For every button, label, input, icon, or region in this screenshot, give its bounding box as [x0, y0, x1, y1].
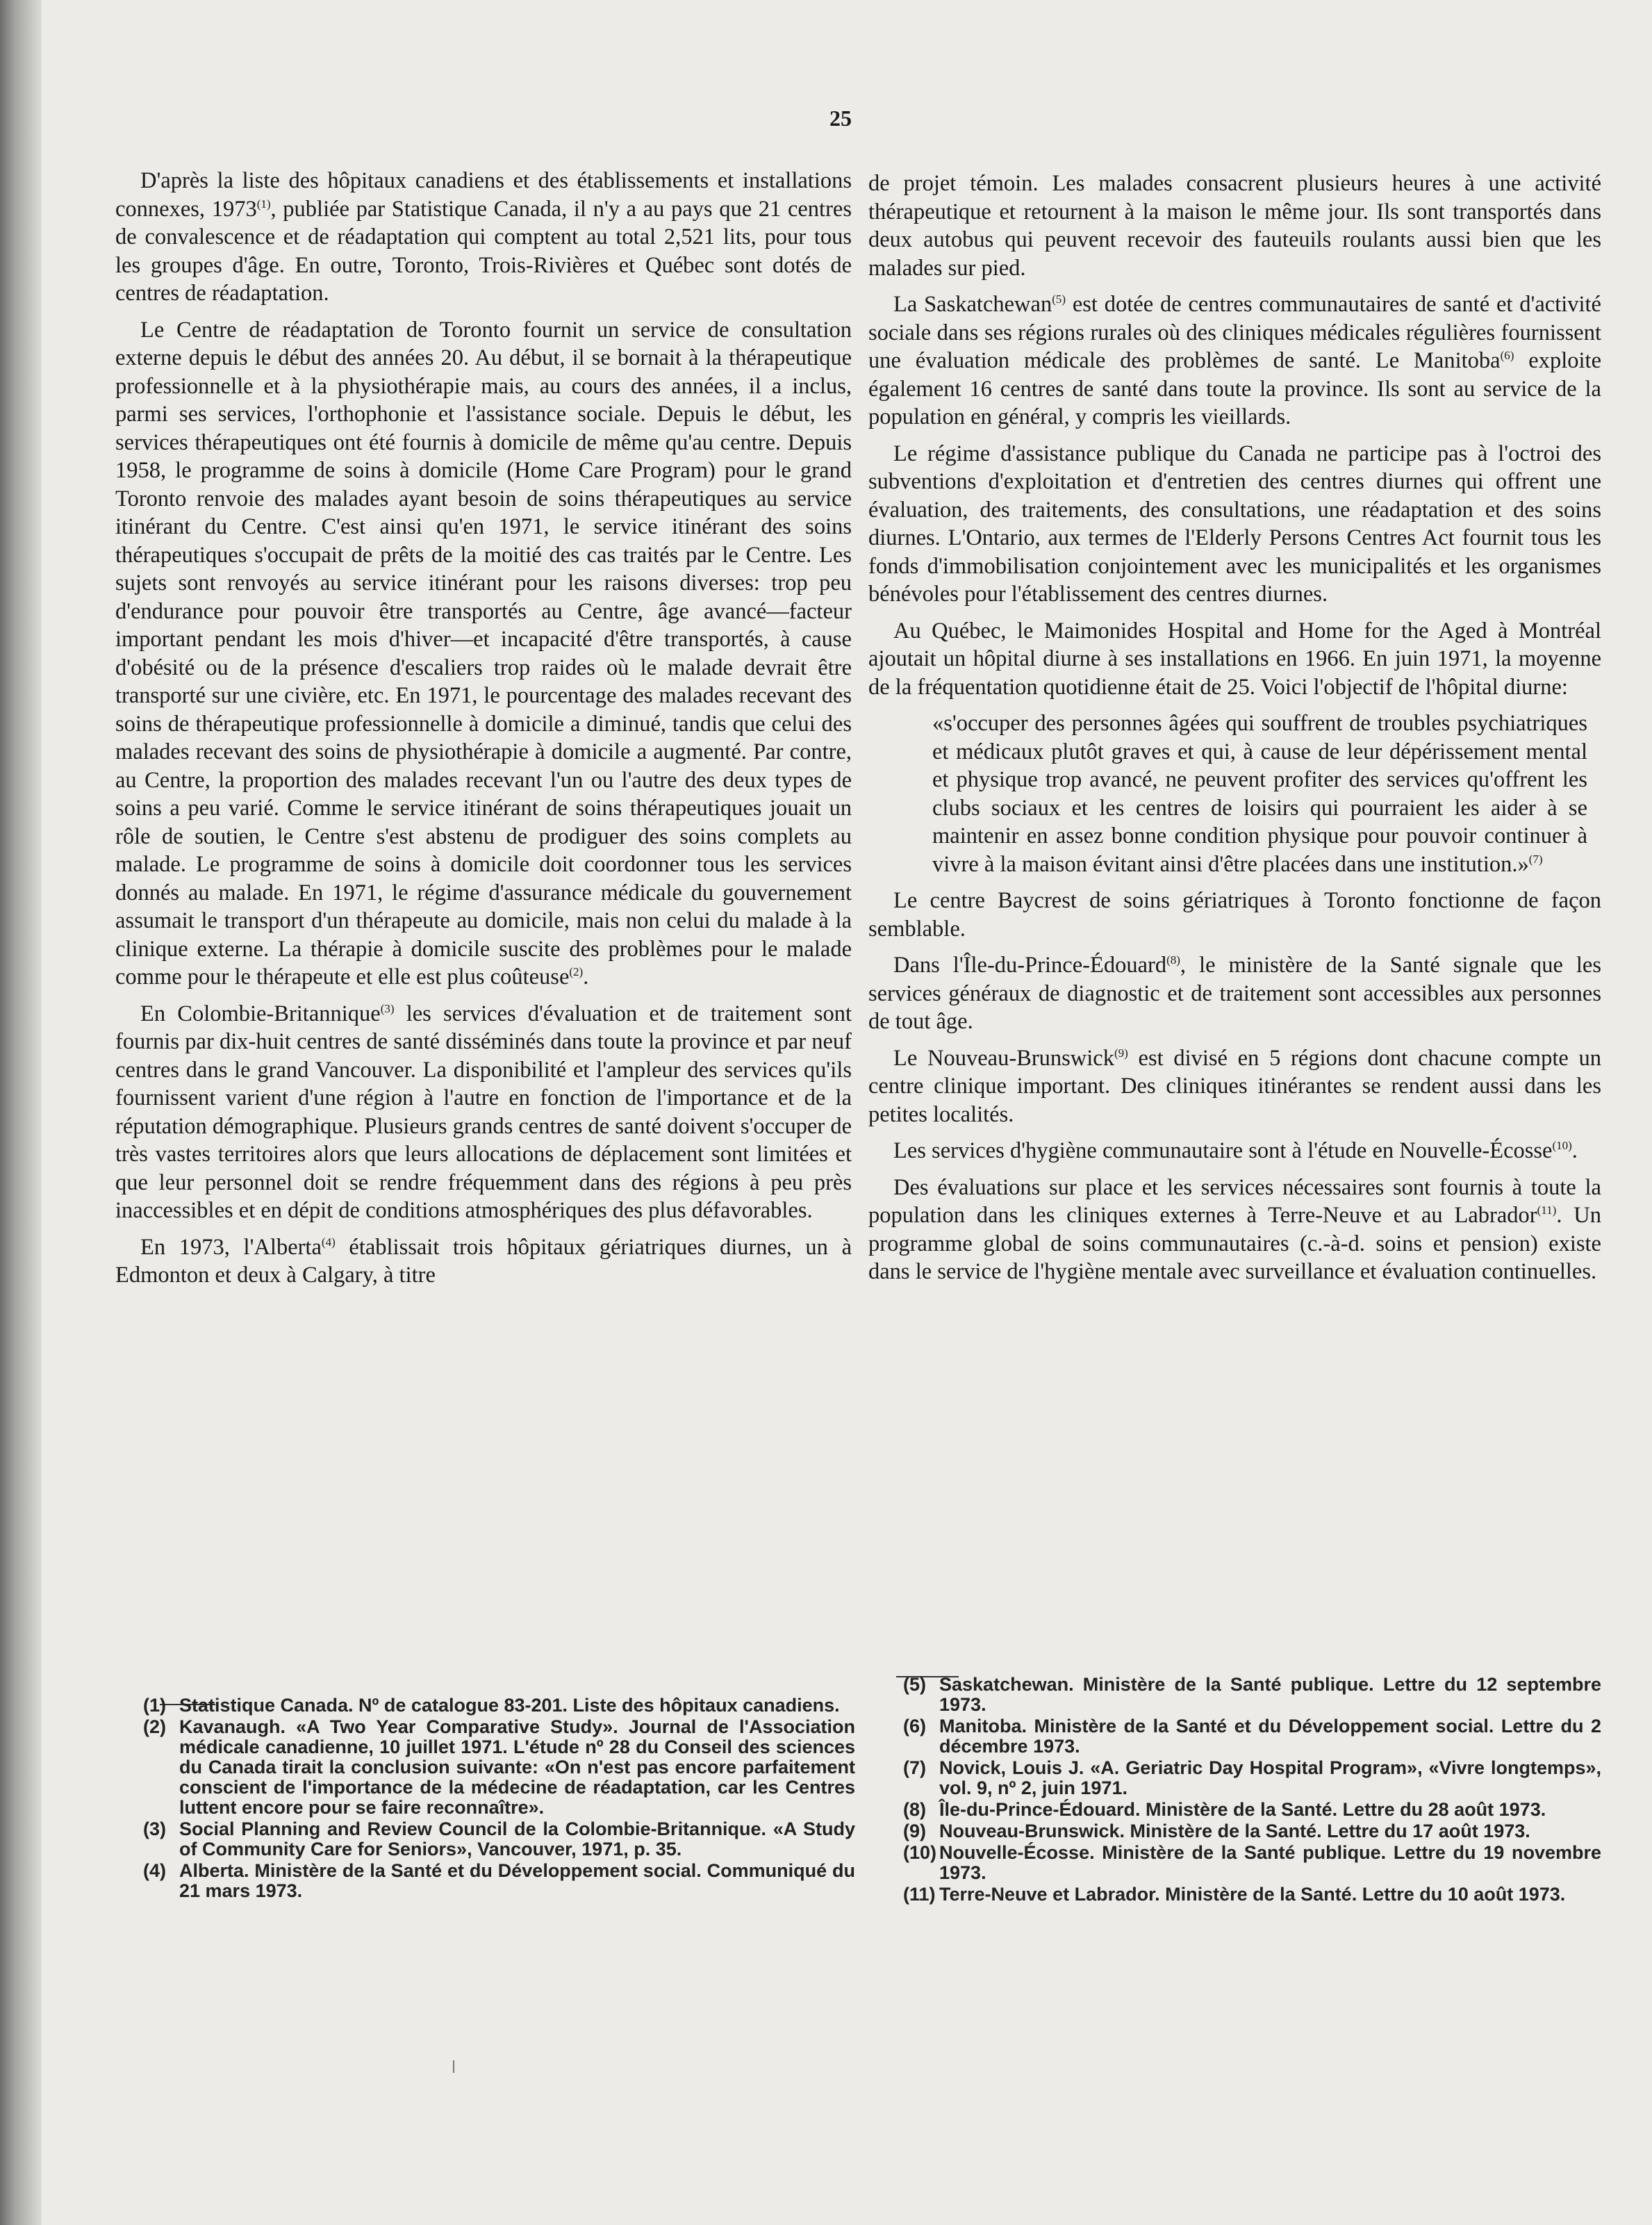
- footnote-ref-10[interactable]: (10): [1552, 1139, 1572, 1152]
- footnote-9: (9) Nouveau-Brunswick. Ministère de la Santé. Lettre du 17 août 1973.: [903, 1821, 1530, 1841]
- paragraph-toronto-centre: Le Centre de réadaptation de Toronto fournit un service de consultation externe depuis le début des années 20. Au début, il se bornait à la thérapeutique professionnelle et à la physiothérapie mais, au cours des années, il a inclus, parmi ses services, l'orthophonie et l'assistance sociale. Depuis le début, les services thérapeutiques ont été fournis à domicile de même qu'au centre. Depuis 1958, le programme de soins à domicile (Home Care Program) pour le grand Toronto renvoie des malades ayant besoin de soins thérapeutiques au service itinérant du Centre. C'est ainsi qu'en 1971, le service itinérant des soins thérapeutiques s'occupait de prêts de la moitié des cas traités par le Centre. Les sujets sont renvoyés au service itinérant pour les raisons diverses: trop peu d'endurance pour pouvoir être transportés au Centre, âge avancé—facteur important pendant les mois d'hiver—et incapacité d'être transportés, à cause d'obésité ou de la présence d'escaliers trop raides où le malade devrait être transporté sur une civière, etc. En 1971, le pourcentage des malades recevant des soins de thérapeutique professionnelle à domicile a diminué, tandis que celui des malades recevant des soins de physiothérapie à domicile a augmenté. Par contre, au Centre, la proportion des malades recevant l'un ou l'autre des deux types de soins a peu varié. Comme le service itinérant de soins thérapeutiques jouait un rôle de soutien, le Centre s'est abstenu de prodiguer des soins complets au malade. Le programme de soins à domicile doit coordonner tous les services donnés au malade. En 1971, le régime d'assurance médicale du gouvernement assumait le transport d'un thérapeute au domicile, mais non celui du malade à la clinique externe. La thérapie à domicile suscite des problèmes pour le malade comme pour le thérapeute et elle est plus coûteuse$^{(2)}$.: [115, 317, 852, 990]
- paragraph-british-columbia: En Colombie-Britannique$^{(3)}$ les services d'évaluation et de traitement sont fournis par dix-huit centres de santé disséminés dans toute la province et par neuf centres dans le grand Vancouver. La disponibilité et l'ampleur des services qu'ils fournissent varient d'une région à l'autre en fonction de l'importance et de la réputation démographique. Plusieurs grands centres de santé doivent s'occuper de très vastes territoires alors que leurs allocations de déplacement sont limitées et que leur personnel doit se rendre fréquemment dans des régions à peu près inaccessibles et en dépit de conditions atmosphériques des plus défavorables.: [115, 1001, 852, 1223]
- footnote-3: (3) Social Planning and Review Council de la Colombie-Britannique. «A Study of Community Care for Seniors», Vancouver, 1971, p. 35.: [143, 1818, 855, 1859]
- paragraph-public-assistance: Le régime d'assistance publique du Canada ne participe pas à l'octroi des subventions d'exploitation et d'entretien des centres diurnes qui offrent une évaluation, des traitements, des consultations, une réadaptation et des soins diurnes. L'Ontario, aux termes de l'Elderly Persons Centres Act fournit tous les fonds d'immobilisation conjointement avec les municipalités et les organismes bénévoles pour l'établissement des centres diurnes.: [868, 441, 1601, 607]
- footnote-8: (8) Île-du-Prince-Édouard. Ministère de la Santé. Lettre du 28 août 1973.: [903, 1799, 1546, 1820]
- footnote-7: (7) Novick, Louis J. «A. Geriatric Day Hospital Program», «Vivre longtemps», vol. 9, nº 2, juin 1971.: [903, 1757, 1601, 1798]
- paragraph-quebec: Au Québec, le Maimonides Hospital and Home for the Aged à Montréal ajoutait un hôpital diurne à ses installations en 1966. En juin 1971, la moyenne de la fréquentation quotidienne était de 25. Voici l'objectif de l'hôpital diurne:: [868, 618, 1601, 700]
- footnote-ref-8[interactable]: (8): [1166, 953, 1180, 967]
- paragraph-new-brunswick: Le Nouveau-Brunswick$^{(9)}$ est divisé en 5 régions dont chacune compte un centre clinique important. Des cliniques itinérantes se rendent aussi dans les petites localités.: [868, 1045, 1601, 1127]
- paragraph-alberta-continued: de projet témoin. Les malades consacrent plusieurs heures à une activité thérapeutique et retournent à la maison le même jour. Ils sont transportés dans deux autobus qui peuvent recevoir des fauteuils roulants aussi bien que les malades sur pied.: [868, 171, 1601, 281]
- paragraph-nova-scotia: Les services d'hygiène communautaire sont à l'étude en Nouvelle-Écosse$^{(10)}$.: [893, 1138, 1578, 1163]
- footnote-ref-7[interactable]: (7): [1528, 852, 1543, 866]
- footnote-4: (4) Alberta. Ministère de la Santé et du Développement social. Communiqué du 21 mars 1973.: [143, 1860, 855, 1901]
- footnote-ref-11[interactable]: (11): [1537, 1204, 1557, 1217]
- paragraph-alberta: En 1973, l'Alberta$^{(4)}$ établissait trois hôpitaux gériatriques diurnes, un à Edmonton et deux à Calgary, à titre: [115, 1234, 852, 1288]
- paragraph-saskatchewan-manitoba: La Saskatchewan$^{(5)}$ est dotée de centres communautaires de santé et d'activité sociale dans ses régions rurales où des cliniques médicales régulières fournissent une évaluation médicale des problèmes de santé. Le Manitoba$^{(6)}$ exploite également 16 centres de santé dans toute la province. Ils sont au service de la population en général, y compris les vieillards.: [868, 292, 1601, 429]
- scan-speck: [453, 2060, 454, 2073]
- footnote-ref-6[interactable]: (6): [1500, 349, 1514, 362]
- footnote-5: (5) Saskatchewan. Ministère de la Santé publique. Lettre du 12 septembre 1973.: [903, 1674, 1601, 1715]
- footnote-ref-3[interactable]: (3): [380, 1001, 395, 1015]
- footnotes-left: [143, 1696, 855, 1903]
- footnote-10: (10) Nouvelle-Écosse. Ministère de la Santé publique. Lettre du 19 novembre 1973.: [903, 1842, 1601, 1883]
- quote-day-hospital-objective: «s'occuper des personnes âgées qui souffrent de troubles psychiatriques et médicaux plutôt graves et qui, à cause de leur dépérissement mental et physique trop avancé, ne peuvent profiter des services qu'offrent les clubs sociaux et les centres de loisirs qui pourraient les aider à se maintenir en assez bonne condition physique pour pouvoir continuer à vivre à la maison évitant ainsi d'être placées dans une institution.»$^{(7)}$: [932, 711, 1587, 877]
- footnote-2: (2) Kavanaugh. «A Two Year Comparative Study». Journal de l'Association médicale canadienne, 10 juillet 1971. L'étude nº 28 du Conseil des sciences du Canada tirait la conclusion suivante: «On n'est pas encore parfaitement conscient de l'importance de la médecine de réadaptation, car les Centres luttent encore pour se faire reconnaître».: [143, 1716, 855, 1818]
- left-column: [115, 167, 852, 1298]
- footnote-ref-1[interactable]: (1): [256, 197, 271, 211]
- footnote-ref-9[interactable]: (9): [1114, 1046, 1128, 1060]
- footnote-1: (1) Statistique Canada. Nº de catalogue 83-201. Liste des hôpitaux canadiens.: [143, 1695, 840, 1716]
- paragraph-newfoundland: Des évaluations sur place et les services nécessaires sont fournis à toute la population dans les cliniques externes à Terre-Neuve et au Labrador$^{(11)}$. Un programme global de soins communautaires (c.-à-d. soins et pension) existe dans le service de l'hygiène mentale avec surveillance et évaluation continuelles.: [868, 1174, 1601, 1284]
- footnote-ref-5[interactable]: (5): [1052, 293, 1066, 306]
- paragraph-pei: Dans l'Île-du-Prince-Édouard$^{(8)}$, le ministère de la Santé signale que les services généraux de diagnostic et de traitement sont accessibles aux personnes de tout âge.: [868, 953, 1601, 1034]
- page-number: 25: [829, 106, 852, 131]
- footnote-6: (6) Manitoba. Ministère de la Santé et du Développement social. Lettre du 2 décembre 1973.: [903, 1716, 1601, 1757]
- scan-edge-shadow: [0, 0, 42, 2225]
- footnotes-right: [903, 1675, 1601, 1906]
- footnote-11: (11) Terre-Neuve et Labrador. Ministère de la Santé. Lettre du 10 août 1973.: [903, 1884, 1566, 1905]
- paragraph-hospitals-list: D'après la liste des hôpitaux canadiens et des établissements et installations connexes, 1973$^{(1)}$, publiée par Statistique Canada, il n'y a au pays que 21 centres de convalescence et de réadaptation qui comptent au total 2,521 lits, pour tous les groupes d'âge. En outre, Toronto, Trois-Rivières et Québec sont dotés de centres de réadaptation.: [115, 168, 852, 306]
- paragraph-baycrest: Le centre Baycrest de soins gériatriques à Toronto fonctionne de façon semblable.: [868, 888, 1601, 942]
- footnote-ref-2[interactable]: (2): [569, 965, 584, 978]
- right-column: [868, 170, 1601, 1295]
- footnote-ref-4[interactable]: (4): [321, 1235, 336, 1249]
